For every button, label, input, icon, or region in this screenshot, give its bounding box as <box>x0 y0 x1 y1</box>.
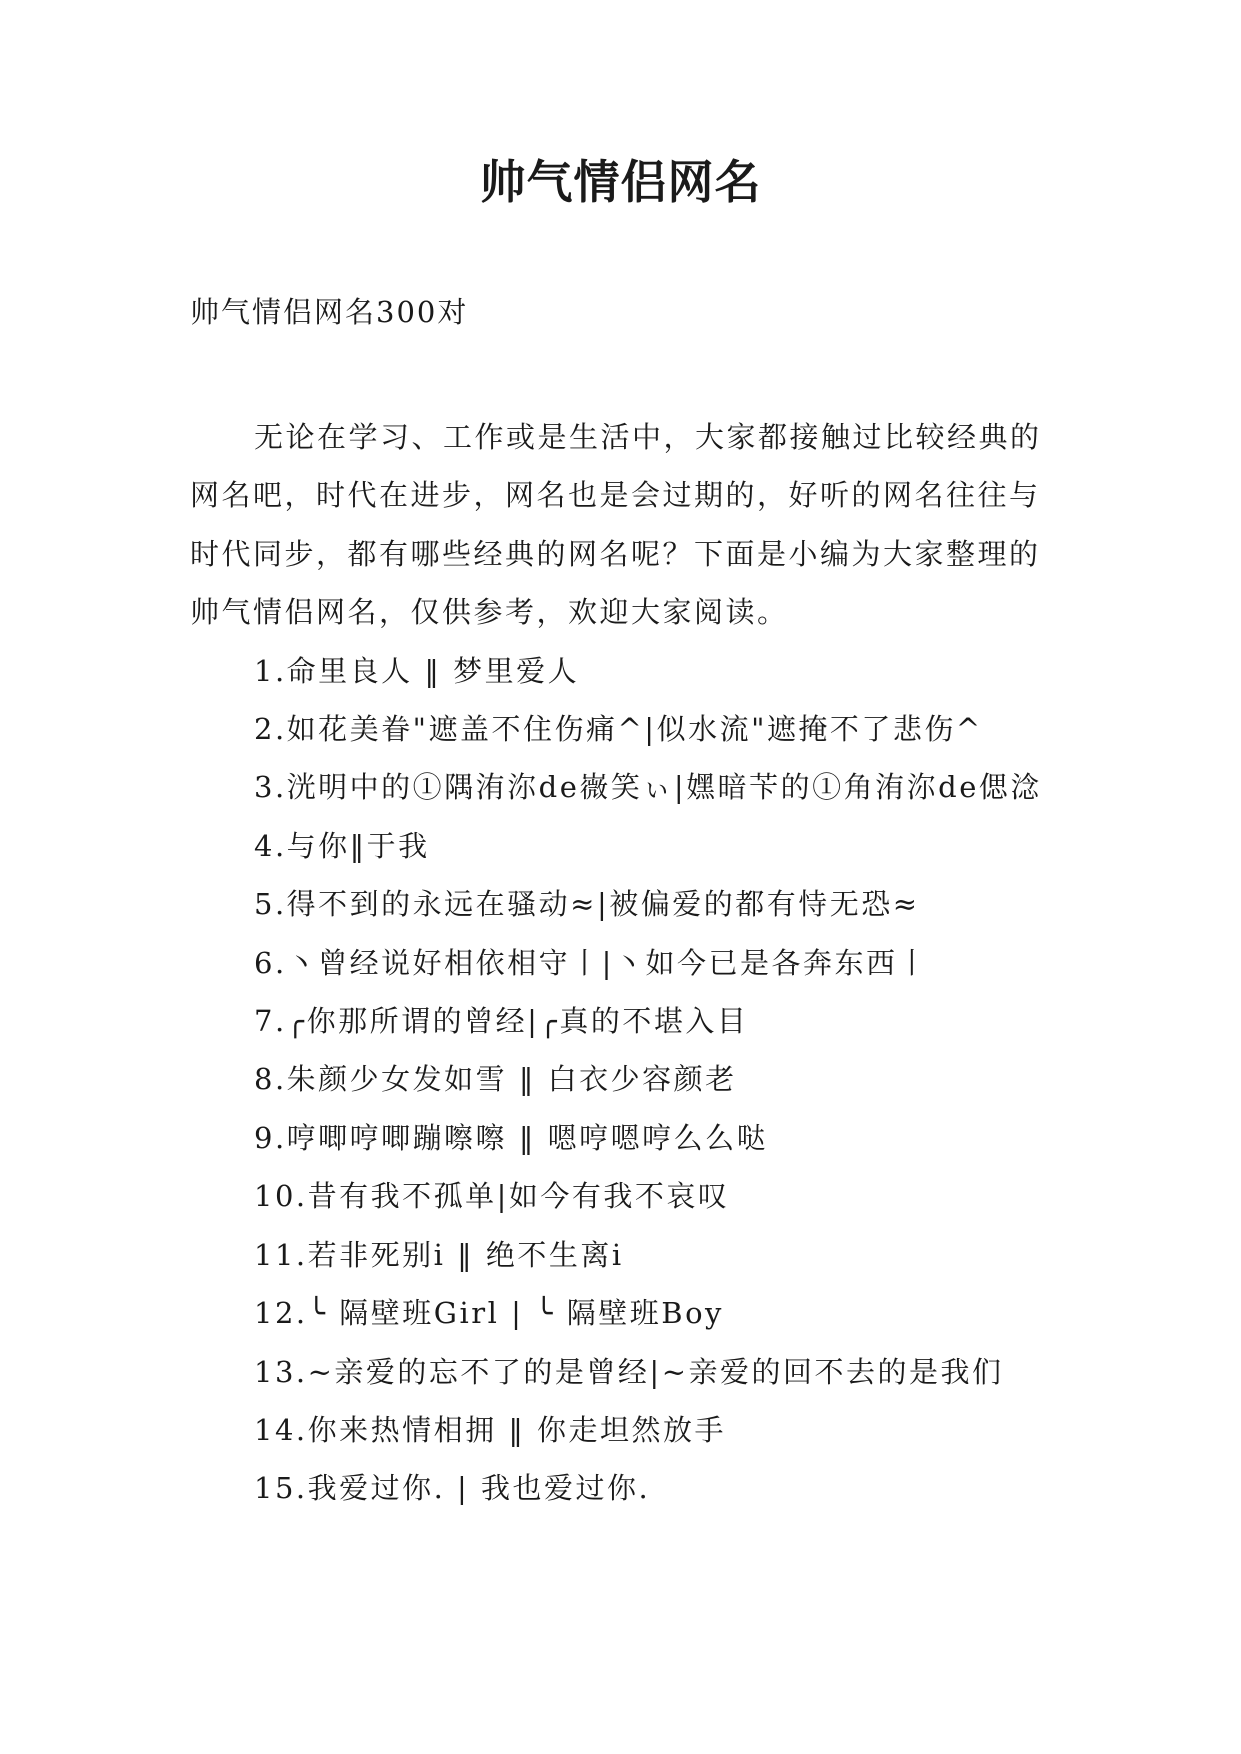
list-item: 2.如花美眷"遮盖不住伤痛^|似水流"遮掩不了悲伤^ <box>254 712 983 747</box>
list-item: 10.昔有我不孤单|如今有我不哀叹 <box>254 1179 730 1214</box>
list-item: 3.洸明中的①隅洧沵de嶶笑ぃ|嫼暗苄的①角洧沵de偲淰 <box>254 770 1042 805</box>
list-item: 15.我爱过你. | 我也爱过你. <box>254 1471 651 1506</box>
document-title: 帅气情侣网名 <box>479 155 762 209</box>
list-item: 1.命里良人 ‖ 梦里爱人 <box>254 653 580 688</box>
list-item: 4.与你‖于我 <box>254 828 430 863</box>
list-item: 11.若非死别i ‖ 绝不生离i <box>254 1237 624 1272</box>
document-subtitle: 帅气情侣网名300对 <box>190 295 469 329</box>
name-list <box>190 642 1060 1518</box>
list-item: 9.哼唧哼唧蹦嚓嚓 ‖ 嗯哼嗯哼么么哒 <box>254 1120 769 1155</box>
list-item: 14.你来热情相拥 ‖ 你走坦然放手 <box>254 1412 727 1447</box>
list-item: 5.得不到的永远在骚动≈|被偏爱的都有恃无恐≈ <box>254 887 920 922</box>
document-body <box>190 408 1060 1518</box>
list-item: 8.朱颜少女发如雪 ‖ 白衣少容颜老 <box>254 1062 737 1097</box>
list-item: 12.╰ 隔壁班Girl | ╰ 隔壁班Boy <box>254 1296 724 1331</box>
list-item: 13.~亲爱的忘不了的是曾经|~亲爱的回不去的是我们 <box>254 1354 1004 1389</box>
list-item: 7.╭你那所谓的曾经|╭真的不堪入目 <box>254 1004 749 1039</box>
intro-paragraph: 无论在学习、工作或是生活中，大家都接触过比较经典的网名吧，时代在进步，网名也是会过期的，好听的网名往往与时代同步，都有哪些经典的网名呢？下面是小编为大家整理的帅气情侣网名，仅供参考，欢迎大家阅读。 <box>190 420 1042 630</box>
list-item: 6.丶曾经说好相依相守丨|丶如今已是各奔东西丨 <box>254 945 929 980</box>
